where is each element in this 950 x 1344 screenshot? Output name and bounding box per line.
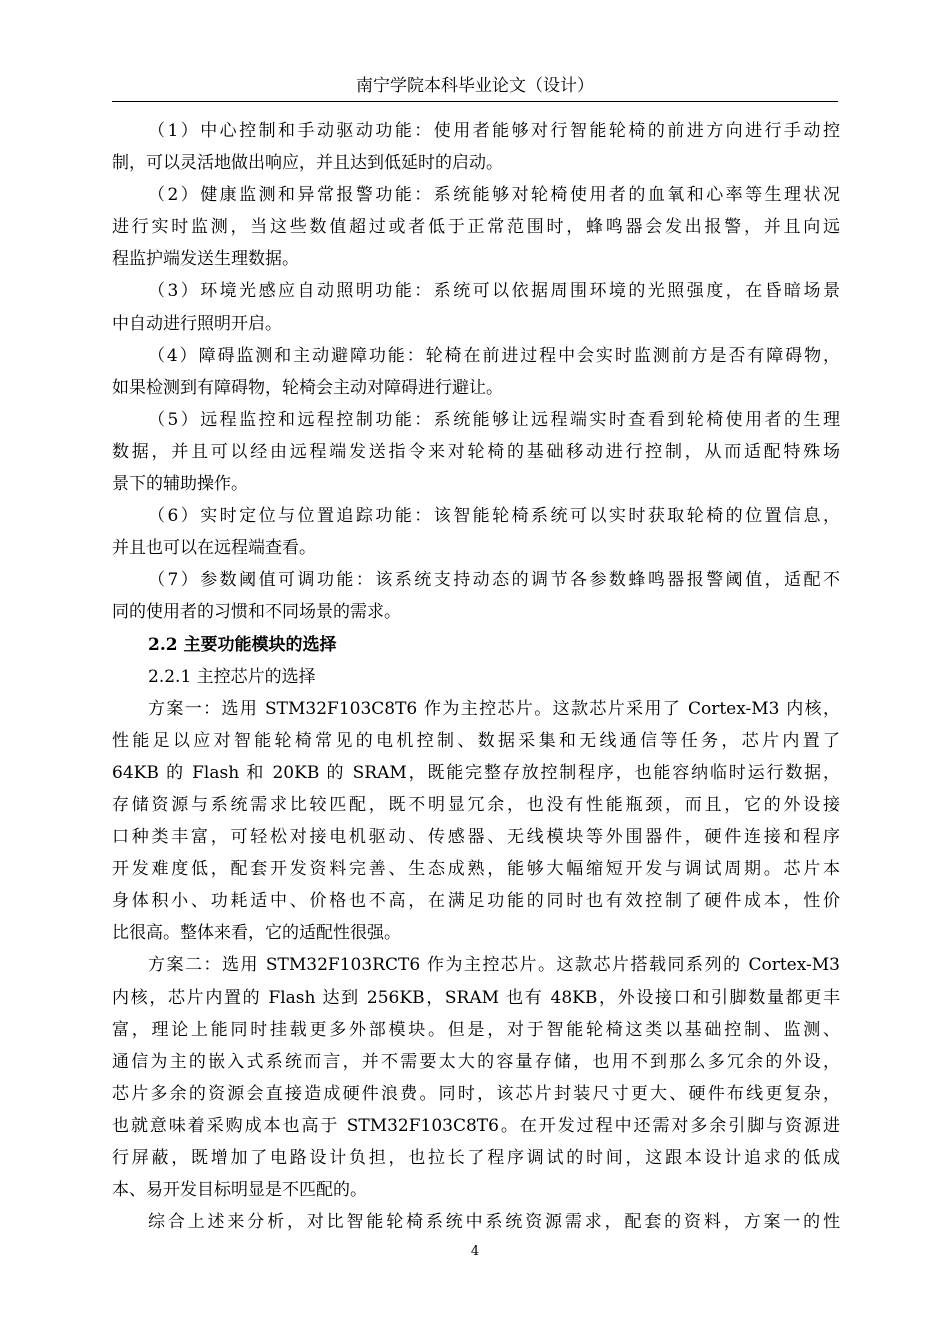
text-line: 如果检测到有障碍物，轮椅会主动对障碍进行避让。	[112, 377, 503, 398]
text-line: （6）实时定位与位置追踪功能：该智能轮椅系统可以实时获取轮椅的位置信息，	[148, 506, 840, 527]
text-line: 景下的辅助操作。	[112, 474, 248, 495]
text-line: 综合上述来分析，对比智能轮椅系统中系统资源需求，配套的资料，方案一的性	[148, 1212, 840, 1233]
section-heading: 2.2 主要功能模块的选择	[148, 634, 337, 655]
text-line: 存储资源与系统需求比较匹配，既不明显冗余，也没有性能瓶颈，而且，它的外设接	[112, 794, 840, 815]
text-line: 进行实时监测，当这些数值超过或者低于正常范围时，蜂鸣器会发出报警，并且向远	[112, 217, 840, 238]
text-line: 通信为主的嵌入式系统而言，并不需要太大的容量存储，也用不到那么多冗余的外设，	[112, 1051, 840, 1072]
page-number: 4	[470, 1244, 480, 1259]
text-line: 程监护端发送生理数据。	[112, 249, 299, 270]
text-line: 64KB 的 Flash 和 20KB 的 SRAM，既能完整存放控制程序，也能容纳临时运行数据，	[112, 762, 840, 783]
text-line: 芯片多余的资源会直接造成硬件浪费。同时，该芯片封装尺寸更大、硬件布线更复杂，	[112, 1083, 840, 1104]
text-line: （5）远程监控和远程控制功能：系统能够让远程端实时查看到轮椅使用者的生理	[148, 409, 840, 430]
text-line: 制，可以灵活地做出响应，并且达到低延时的启动。	[112, 153, 503, 174]
text-line: （7）参数阈值可调功能：该系统支持动态的调节各参数蜂鸣器报警阈值，适配不	[148, 570, 840, 591]
text-line: 行屏蔽，既增加了电路设计负担，也拉长了程序调试的时间，这跟本设计追求的低成	[112, 1148, 840, 1168]
header-divider	[112, 101, 838, 102]
page-header: 南宁学院本科毕业论文（设计）	[356, 76, 594, 96]
text-line: 方案二：选用 STM32F103RCT6 作为主控芯片。这款芯片搭载同系列的 Cortex-M3	[148, 955, 840, 976]
text-line: 并且也可以在远程端查看。	[112, 538, 316, 559]
text-line: （3）环境光感应自动照明功能：系统可以依据周围环境的光照强度，在昏暗场景	[148, 281, 840, 302]
text-line: 口种类丰富，可轻松对接电机驱动、传感器、无线模块等外围器件，硬件连接和程序	[112, 827, 840, 848]
text-line: 本、易开发目标明显是不匹配的。	[112, 1180, 367, 1201]
text-line: 身体积小、功耗适中、价格也不高，在满足功能的同时也有效控制了硬件成本，性价	[112, 891, 840, 912]
text-line: 也就意味着采购成本也高于 STM32F103C8T6。在开发过程中还需对多余引脚与资源进	[112, 1115, 840, 1136]
text-line: 内核，芯片内置的 Flash 达到 256KB，SRAM 也有 48KB，外设接口和引脚数量都更丰	[112, 987, 840, 1008]
text-line: 比很高。整体来看，它的适配性很强。	[112, 923, 401, 944]
text-line: 富，理论上能同时挂载更多外部模块。但是，对于智能轮椅这类以基础控制、监测、	[112, 1019, 840, 1040]
body-text	[112, 115, 840, 1238]
text-line: 方案一：选用 STM32F103C8T6 作为主控芯片。这款芯片采用了 Cortex-M3 内核，	[148, 698, 840, 719]
text-line: （1）中心控制和手动驱动功能：使用者能够对行智能轮椅的前进方向进行手动控	[148, 121, 840, 141]
subsection-heading: 2.2.1 主控芯片的选择	[148, 666, 316, 687]
text-line: 中自动进行照明开启。	[112, 313, 282, 334]
text-line: 开发难度低，配套开发资料完善、生态成熟，能够大幅缩短开发与调试周期。芯片本	[112, 859, 840, 880]
text-line: 同的使用者的习惯和不同场景的需求。	[112, 602, 401, 623]
text-line: （4）障碍监测和主动避障功能：轮椅在前进过程中会实时监测前方是否有障碍物，	[148, 345, 840, 366]
text-line: 性能足以应对智能轮椅常见的电机控制、数据采集和无线通信等任务，芯片内置了	[112, 730, 840, 751]
text-line: 数据，并且可以经由远程端发送指令来对轮椅的基础移动进行控制，从而适配特殊场	[112, 441, 840, 462]
text-line: （2）健康监测和异常报警功能：系统能够对轮椅使用者的血氧和心率等生理状况	[148, 185, 840, 206]
